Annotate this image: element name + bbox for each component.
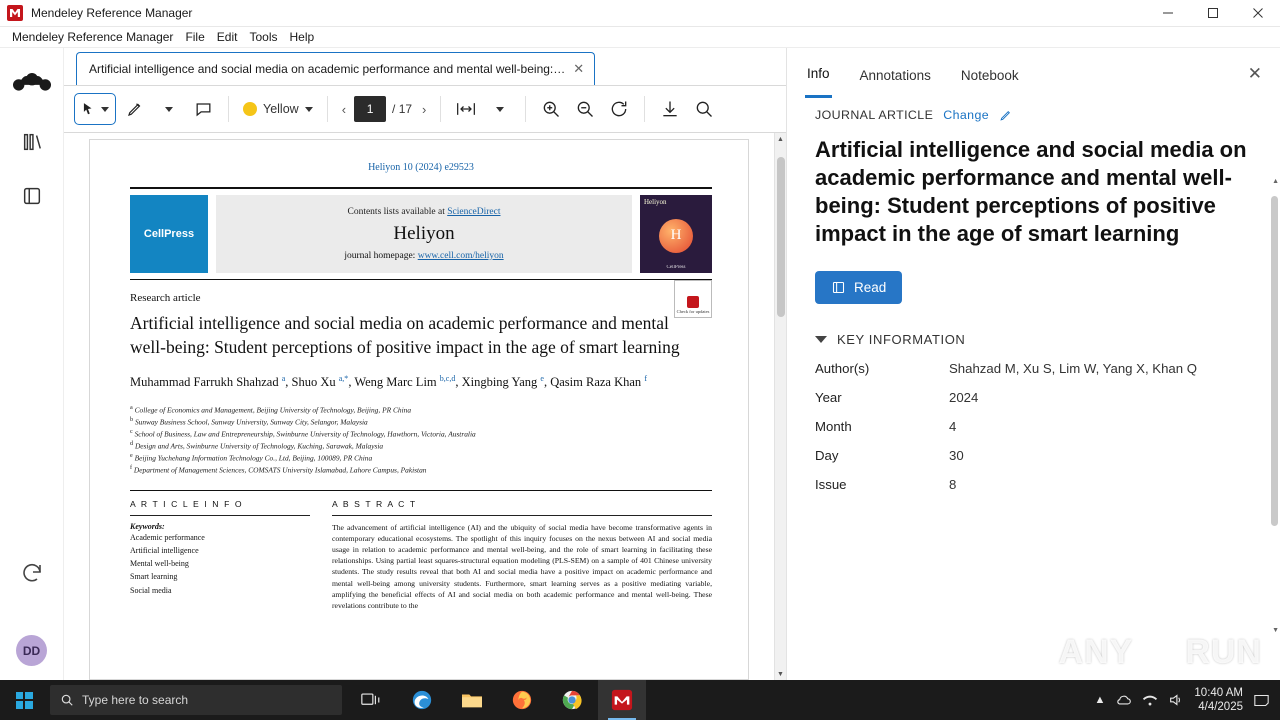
close-icon[interactable]: ✕: [1247, 64, 1262, 83]
task-view-icon[interactable]: [348, 680, 396, 720]
key-information-header[interactable]: [815, 332, 1252, 347]
next-page-button[interactable]: ›: [422, 101, 427, 117]
affiliation-a: $^a$ College of Economics and Management, Beijing University of Technology, Beijing, PR China: [130, 405, 412, 415]
onedrive-icon[interactable]: [1115, 694, 1132, 707]
affiliation-b: $^b$ Sunway Business School, Sunway University, Sunway City, Selangor, Malaysia: [130, 417, 368, 427]
divider: [130, 515, 310, 516]
search-placeholder: Type here to search: [82, 693, 189, 707]
info-panel-body: [787, 100, 1280, 680]
contents-line: [347, 207, 500, 217]
divider: [525, 96, 526, 122]
field-value[interactable]: Shahzad M, Xu S, Lim W, Yang X, Khan Q: [949, 360, 1198, 376]
scroll-up-arrow-icon[interactable]: ▲: [1272, 178, 1279, 185]
cover-publisher: CellPress: [666, 265, 686, 270]
sync-icon[interactable]: [12, 553, 52, 593]
article-title: Artificial intelligence and social media on academic performance and mental well-being: Student perceptions of positive impact in the age of smart learning: [130, 313, 680, 357]
watermark-right: RUN: [1185, 632, 1262, 671]
change-type-link[interactable]: Change: [943, 108, 990, 122]
close-button[interactable]: [1235, 0, 1280, 26]
info-panel-scrollbar-thumb[interactable]: [1271, 196, 1278, 526]
article-info-heading: A R T I C L E I N F O: [130, 498, 244, 509]
tab-notebook[interactable]: Notebook: [960, 67, 1019, 83]
field-row-issue: [815, 477, 1252, 492]
article-info-column: [130, 499, 310, 611]
homepage-line: [344, 251, 503, 261]
search-icon[interactable]: [689, 94, 719, 124]
scroll-up-arrow-icon[interactable]: ▲: [777, 135, 784, 143]
network-icon[interactable]: [1142, 694, 1158, 707]
divider: [644, 96, 645, 122]
rail-bottom: [0, 553, 63, 666]
affiliation-c: $^c$ School of Business, Law and Entrepreneurship, Swinburne University of Technology, Hawthorn, Victoria, Australia: [130, 429, 476, 439]
journal-homepage-link[interactable]: www.cell.com/heliyon: [417, 251, 504, 261]
chrome-icon[interactable]: [548, 680, 596, 720]
minimize-button[interactable]: [1145, 0, 1190, 26]
menu-item-tools[interactable]: Tools: [249, 30, 278, 44]
field-row-year: [815, 390, 1252, 405]
color-swatch: [243, 102, 257, 116]
left-rail: [0, 48, 64, 680]
authors-text: Muhammad Farrukh Shahzad $^a$, Shuo Xu $^{a,*}$, Weng Marc Lim $^{b,c,d}$, Xingbing Yang $^e$, Qasim Raza Khan $^f$: [130, 374, 647, 390]
clock[interactable]: [1194, 686, 1243, 715]
read-button-label: Read: [854, 279, 887, 295]
divider: [332, 515, 712, 516]
tab-document[interactable]: [76, 52, 595, 85]
chevron-down-icon[interactable]: [101, 107, 109, 112]
chevron-down-icon[interactable]: [815, 336, 827, 343]
affiliations-block: [130, 404, 712, 476]
mendeley-icon: [7, 5, 23, 21]
sciencedirect-link[interactable]: ScienceDirect: [447, 207, 501, 217]
mendeley-taskbar-icon[interactable]: [598, 680, 646, 720]
keyword-list: [130, 531, 310, 597]
field-label: Issue: [815, 476, 847, 492]
firefox-icon[interactable]: [498, 680, 546, 720]
zoom-out-icon[interactable]: [570, 94, 600, 124]
document-type-label: JOURNAL ARTICLE: [815, 108, 934, 122]
close-icon[interactable]: ✕: [573, 61, 585, 76]
book-icon: [831, 280, 846, 295]
keyword-item: Smart learning: [130, 572, 178, 582]
journal-citation-line: Heliyon 10 (2024) e29523: [368, 162, 474, 173]
keyword-item: Mental well-being: [130, 559, 189, 569]
highlight-color-picker[interactable]: [239, 94, 317, 124]
edge-icon[interactable]: [398, 680, 446, 720]
rotate-icon[interactable]: [604, 94, 634, 124]
journal-masthead: [130, 187, 712, 280]
homepage-prefix: journal homepage:: [344, 251, 416, 261]
info-panel: [786, 48, 1280, 680]
window-title: Mendeley Reference Manager: [31, 6, 193, 20]
info-panel-tabs: [787, 48, 1280, 100]
scroll-down-arrow-icon[interactable]: ▼: [1272, 627, 1279, 634]
avatar[interactable]: DD: [16, 635, 47, 666]
field-label: Author(s): [815, 360, 870, 376]
keyword-item: Artificial intelligence: [130, 545, 199, 555]
field-value[interactable]: 8: [949, 476, 957, 492]
search-icon: [60, 693, 74, 707]
file-explorer-icon[interactable]: [448, 680, 496, 720]
read-button[interactable]: [815, 271, 902, 304]
affiliation-f: $^f$ Department of Management Sciences, COMSATS University Islamabad, Lahore Campus, Pakistan: [130, 464, 427, 475]
taskbar-apps: [348, 680, 646, 720]
affiliation-d: $^d$ Design and Arts, Swinburne University of Technology, Kuching, Sarawak, Malaysia: [130, 440, 384, 451]
sticky-note-tool-button[interactable]: [188, 94, 218, 124]
highlight-tool-button[interactable]: [120, 94, 150, 124]
menu-item-help[interactable]: Help: [289, 30, 315, 44]
page-total-label: / 17: [392, 102, 413, 116]
scrollbar-thumb[interactable]: [777, 157, 785, 317]
mendeley-logo: [13, 68, 51, 98]
window-titlebar: [0, 0, 1280, 27]
previous-page-button[interactable]: ‹: [341, 101, 347, 117]
article-type: Research article: [130, 292, 201, 304]
cover-graphic: H: [659, 219, 693, 253]
tab-info[interactable]: Info: [805, 50, 832, 98]
chevron-down-icon[interactable]: [305, 107, 313, 112]
field-label: Year: [815, 389, 842, 405]
field-value[interactable]: 2024: [949, 389, 979, 405]
abstract-heading: A B S T R A C T: [332, 498, 417, 509]
select-tool-button[interactable]: [74, 93, 116, 125]
crossmark-label: Check for updates: [676, 309, 710, 315]
menu-item-mendeley[interactable]: Mendeley Reference Manager: [12, 30, 174, 44]
divider: [130, 490, 712, 491]
cover-title: Heliyon: [644, 198, 667, 206]
zoom-in-icon[interactable]: [536, 94, 566, 124]
system-tray: [1095, 686, 1280, 715]
field-row-day: [815, 448, 1252, 463]
volume-icon[interactable]: [1168, 693, 1184, 707]
page-number-input[interactable]: 1: [354, 96, 386, 122]
pdf-scroll-container[interactable]: [64, 133, 774, 680]
clock-date: 4/4/2025: [1198, 701, 1243, 713]
field-value[interactable]: 30: [949, 447, 964, 463]
tabstrip: [64, 48, 786, 85]
divider: [327, 96, 328, 122]
scroll-down-arrow-icon[interactable]: ▼: [777, 670, 784, 678]
download-icon[interactable]: [655, 94, 685, 124]
field-row-authors: [815, 361, 1252, 376]
fit-width-icon[interactable]: [451, 94, 481, 124]
window-controls: [1145, 0, 1280, 26]
tab-label: Artificial intelligence and social media on academic performance and mental well-being:…: [89, 62, 566, 76]
keyword-item: Academic performance: [130, 532, 205, 542]
search-input[interactable]: [50, 685, 342, 715]
tab-annotations[interactable]: Annotations: [859, 67, 931, 83]
field-value[interactable]: 4: [949, 418, 957, 434]
affiliation-e: $^e$ Beijing Yuchehang Information Technology Co., Ltd, Beijing, 100089, PR China: [130, 452, 373, 463]
chevron-down-icon[interactable]: [485, 94, 515, 124]
keyword-item: Social media: [130, 585, 172, 595]
crossmark-badge[interactable]: [674, 280, 712, 318]
pdf-viewport: [64, 133, 786, 680]
abstract-text: The advancement of artificial intelligence (AI) and the ubiquity of social media have become transformative agents in contemporary educational ecosystems. The spotlight of this inquiry focuses on the nexus between AI and social media usage in relation to academic performance and mental well-being, and the role of smart learning in facilitating these relationships. Using partial least squares-structural equation modeling (PLS-SEM) on a sample of 401 Chinese university students. The study results reveal that both AI and social media have a positive impact on academic performance and mental well-being among university students. Furthermore, smart learning serves as a positive mediating variable, amplifying the beneficial effects of AI and social media on both academic performance and mental well-being. These revelations contribute to the: [332, 522, 712, 610]
chevron-up-icon[interactable]: ▲: [1094, 694, 1106, 706]
keywords-label: Keywords:: [130, 521, 165, 531]
author-list: [130, 373, 712, 392]
start-button[interactable]: [0, 680, 48, 720]
watermark-left: ANY: [1058, 632, 1134, 671]
pdf-page-1: [89, 139, 749, 680]
crossmark-icon: [687, 296, 699, 308]
document-type-row: [815, 108, 1252, 122]
sidebar-item-library[interactable]: [12, 122, 52, 162]
journal-name: Heliyon: [393, 223, 455, 244]
page-title: Artificial intelligence and social media on academic performance and mental well-being: Student perceptions of positive impact in the age of smart learning: [815, 137, 1247, 247]
pencil-icon[interactable]: [999, 109, 1012, 122]
abstract-column: [332, 499, 712, 611]
divider: [228, 96, 229, 122]
field-label: Day: [815, 447, 839, 463]
highlight-color-label: Yellow: [263, 102, 299, 116]
journal-cover-thumbnail: [640, 195, 712, 273]
divider: [440, 96, 441, 122]
maximize-button[interactable]: [1190, 0, 1235, 26]
sidebar-item-collections[interactable]: [12, 176, 52, 216]
contents-prefix: Contents lists available at: [347, 207, 445, 217]
document-pane: [64, 48, 786, 680]
field-row-month: [815, 419, 1252, 434]
menu-item-edit[interactable]: Edit: [216, 30, 238, 44]
masthead-center: [216, 195, 632, 273]
menubar: [0, 27, 1280, 48]
key-information-label: KEY INFORMATION: [837, 331, 966, 347]
chevron-down-icon[interactable]: [154, 94, 184, 124]
cellpress-logo: CellPress: [130, 195, 208, 273]
field-label: Month: [815, 418, 852, 434]
info-abstract-columns: [130, 499, 712, 611]
pdf-toolbar: [64, 85, 786, 133]
windows-icon: [16, 692, 33, 709]
clock-time: 10:40 AM: [1194, 686, 1243, 699]
taskbar: [0, 680, 1280, 720]
pdf-scrollbar[interactable]: [774, 133, 786, 680]
notification-icon[interactable]: [1253, 693, 1270, 708]
menu-item-file[interactable]: File: [185, 30, 205, 44]
